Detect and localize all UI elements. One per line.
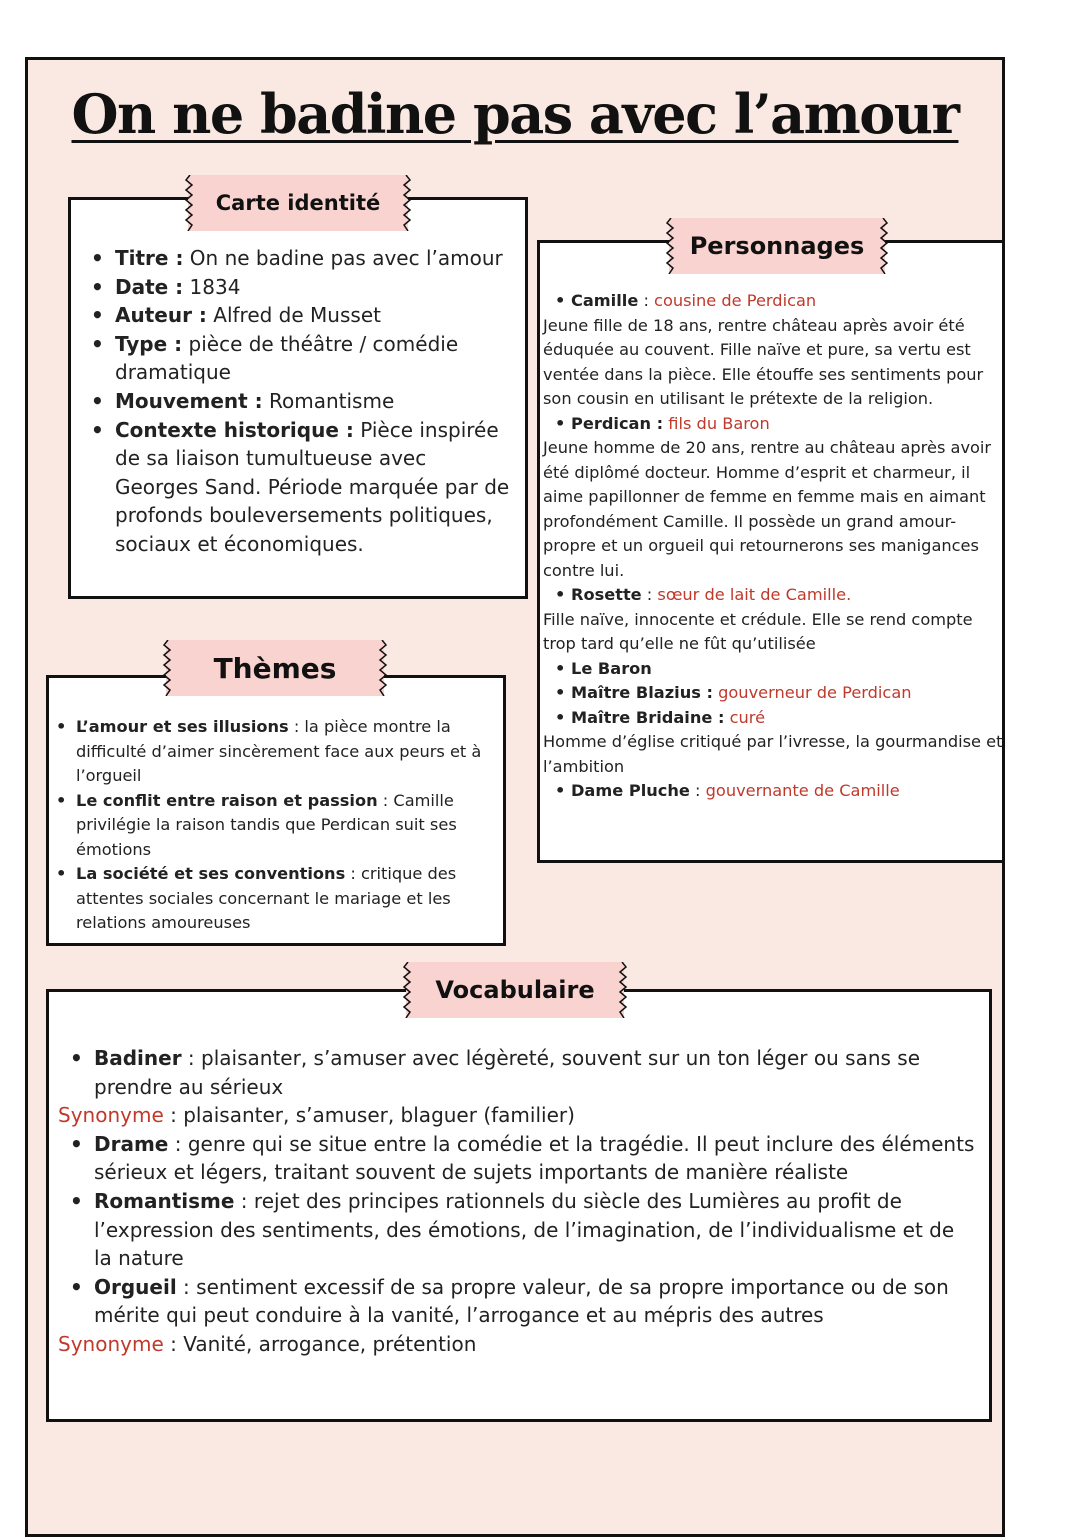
zigzag-edge — [879, 218, 889, 274]
character-description: Jeune homme de 20 ans, rentre au château après avoir été diplômé docteur. Homme d’esprit et charmeur, il aime papillonner de femme en femme mais en aimant profondément Camille. Il possède un grand amour-propre et un orgueil qui retournerons ses manigances contre lui. — [543, 438, 992, 580]
identity-label: Mouvement : — [115, 388, 263, 413]
identity-value: Pièce inspirée de sa liaison tumultueuse avec Georges Sand. Période marquée par de profonds bouleversements politiques, sociaux et économiques. — [115, 417, 510, 556]
zigzag-edge — [618, 962, 628, 1018]
identity-item — [115, 387, 515, 416]
vocabulary-definition: : sentiment excessif de sa propre valeur, de sa propre importance ou de son mérite qui peut conduire à la vanité, l’arrogance et au mépris des autres — [94, 1274, 949, 1328]
character-description: Jeune fille de 18 ans, rentre château après avoir été éduquée au couvent. Fille naïve et pure, sa vertu est ventée dans la pièce. Elle étouffe ses sentiments pour son cousin en utilisant le prétexte de la religion. — [543, 315, 984, 408]
vocabulary-card — [46, 989, 992, 1422]
character-role: gouvernante de Camille — [705, 781, 900, 800]
identity-value: Romantisme — [262, 388, 395, 413]
character-description: Fille naïve, innocente et crédule. Elle se rend compte trop tard qu’elle ne fût qu’utilisée — [543, 609, 973, 653]
synonym-label: Synonyme — [58, 1331, 164, 1356]
identity-list — [115, 244, 515, 559]
identity-value: 1834 — [183, 274, 241, 299]
identity-card — [68, 197, 528, 599]
vocabulary-item — [58, 1130, 978, 1187]
zigzag-edge — [402, 962, 412, 1018]
character-item — [543, 583, 1003, 608]
identity-label: Type : — [115, 331, 183, 356]
character-name: Dame Pluche — [571, 781, 690, 800]
zigzag-edge — [665, 218, 675, 274]
synonym-values: : plaisanter, s’amuser, blaguer (familier) — [163, 1103, 575, 1128]
identity-item — [115, 330, 515, 387]
character-item — [543, 779, 1003, 804]
identity-heading-tag — [188, 175, 408, 231]
separator: : — [641, 585, 658, 604]
identity-label: Contexte historique : — [115, 417, 354, 442]
zigzag-edge — [402, 175, 412, 231]
vocabulary-list — [58, 1044, 978, 1359]
character-role: cousine de Perdican — [654, 291, 817, 310]
identity-label: Date : — [115, 274, 184, 299]
synonym-line — [58, 1101, 978, 1130]
identity-item — [115, 244, 515, 273]
character-role: curé — [729, 707, 766, 727]
zigzag-edge — [184, 175, 194, 231]
characters-card — [537, 240, 1005, 863]
page-title: On ne badine pas avec l’amour — [71, 82, 959, 146]
character-item — [543, 289, 1003, 314]
identity-item — [115, 416, 515, 559]
character-name: Maître Bridaine : — [571, 707, 725, 727]
identity-label: Titre : — [115, 246, 184, 270]
characters-list — [543, 289, 1003, 804]
vocabulary-term: Badiner — [94, 1046, 182, 1070]
vocabulary-term: Orgueil — [94, 1274, 177, 1299]
theme-item — [76, 789, 501, 863]
theme-label: Le conflit entre raison et passion — [76, 790, 378, 810]
synonym-label: Synonyme — [58, 1103, 164, 1128]
vocabulary-term: Drame — [94, 1131, 169, 1156]
identity-value: pièce de théâtre / comédie dramatique — [115, 331, 459, 385]
character-role: sœur de lait de Camille. — [657, 585, 852, 604]
theme-label: L’amour et ses illusions — [76, 717, 289, 736]
page — [25, 57, 1005, 1537]
theme-text: : critique des attentes sociales concernant le mariage et les relations amoureuses — [76, 864, 457, 932]
vocabulary-definition: : genre qui se situe entre la comédie et la tragédie. Il peut inclure des éléments sérieux et légers, traitant souvent de sujets importants de manière réaliste — [94, 1131, 975, 1185]
identity-heading: Carte identité — [215, 191, 381, 215]
vocabulary-item — [58, 1044, 978, 1101]
zigzag-edge — [162, 640, 172, 696]
character-description: Homme d’église critiqué par l’ivresse, la gourmandise et l’ambition — [543, 732, 1003, 776]
vocabulary-heading: Vocabulaire — [435, 976, 595, 1004]
identity-value: Alfred de Musset — [206, 303, 381, 328]
identity-label: Auteur : — [115, 303, 207, 328]
vocabulary-item — [58, 1273, 978, 1330]
zigzag-edge — [378, 640, 388, 696]
character-item — [543, 706, 1003, 731]
identity-item — [115, 301, 515, 330]
vocabulary-item — [58, 1187, 978, 1273]
character-item — [543, 681, 1003, 706]
character-name: Rosette — [571, 585, 642, 604]
theme-label: La société et ses conventions — [76, 864, 346, 883]
synonym-values: : Vanité, arrogance, prétention — [163, 1331, 477, 1356]
character-item — [543, 657, 1003, 682]
theme-text: : la pièce montre la difficulté d’aimer sincèrement face aux peurs et à l’orgueil — [76, 717, 482, 785]
themes-heading: Thèmes — [213, 651, 337, 685]
vocabulary-heading-tag — [406, 962, 624, 1018]
characters-heading-tag — [669, 218, 885, 274]
separator: : — [638, 291, 655, 310]
character-name: Maître Blazius : — [571, 683, 713, 702]
identity-item — [115, 273, 515, 302]
character-role: gouverneur de Perdican — [718, 683, 912, 702]
synonym-line — [58, 1330, 978, 1359]
character-name: Camille — [571, 291, 639, 310]
vocabulary-definition: : plaisanter, s’amuser avec légèreté, souvent sur un ton léger ou sans se prendre au sérieux — [94, 1046, 920, 1099]
vocabulary-definition: : rejet des principes rationnels du siècle des Lumières au profit de l’expression des sentiments, des émotions, de l’imagination, de l’individualisme et de la nature — [94, 1188, 955, 1271]
themes-list — [76, 715, 501, 936]
theme-item — [76, 862, 501, 936]
separator: : — [689, 781, 706, 800]
characters-heading: Personnages — [689, 232, 865, 260]
themes-card — [46, 675, 506, 946]
character-item — [543, 412, 1003, 437]
character-role: fils du Baron — [668, 413, 770, 433]
themes-heading-tag — [166, 640, 384, 696]
vocabulary-term: Romantisme — [94, 1188, 235, 1213]
identity-value: On ne badine pas avec l’amour — [183, 246, 503, 270]
theme-item — [76, 715, 501, 789]
character-name: Le Baron — [571, 658, 652, 678]
character-name: Perdican : — [571, 413, 664, 433]
theme-text: : Camille privilégie la raison tandis que Perdican suit ses émotions — [76, 790, 457, 859]
